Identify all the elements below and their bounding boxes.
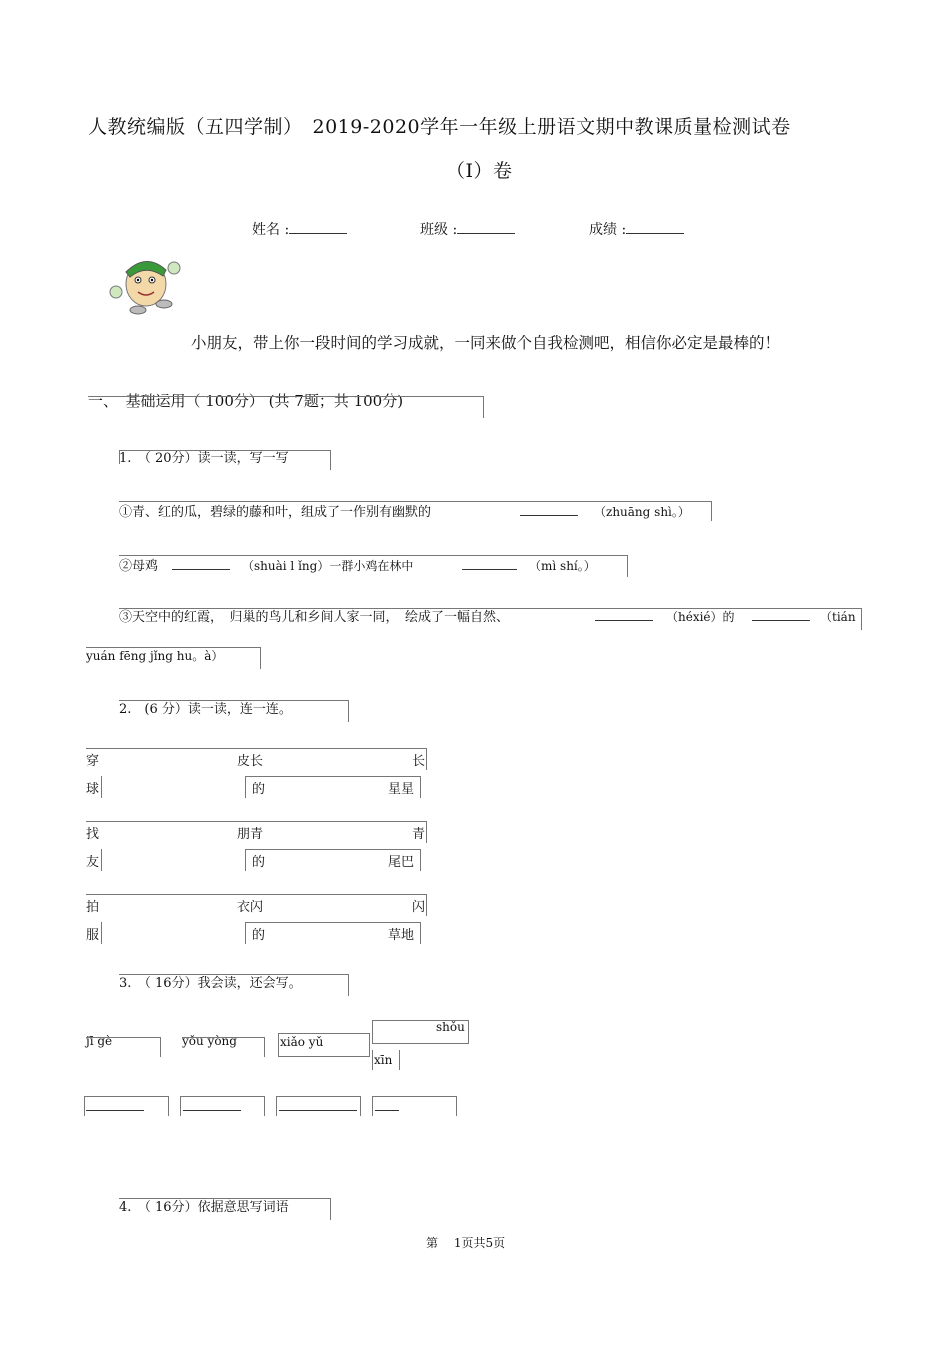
q1-item1	[119, 501, 431, 520]
match-mid-item[interactable]: 的	[252, 782, 266, 797]
name-field[interactable]	[252, 219, 347, 239]
q2-row-line	[245, 922, 420, 923]
q2-row-line	[86, 894, 426, 895]
q3-pinyin-1: jī gè	[86, 1034, 113, 1048]
q2-row-line	[245, 849, 246, 871]
q1-item3-cont-frame-right	[260, 647, 261, 669]
document-title-line2: （I）卷	[446, 160, 513, 182]
match-mid-item[interactable]: 的	[252, 855, 266, 870]
q3-answer-frame	[456, 1096, 457, 1116]
score-field[interactable]	[589, 219, 684, 239]
q3-answer-frame	[180, 1096, 264, 1097]
match-mid-item[interactable]: 的	[252, 928, 266, 943]
q3-answer-frame	[168, 1096, 169, 1116]
page-footer: 第 1页共5页	[426, 1236, 506, 1250]
q1-item3-cont-frame	[86, 647, 260, 648]
match-mid-item[interactable]: 皮长	[237, 754, 264, 769]
q3-answer-blank-1[interactable]	[86, 1098, 144, 1111]
section1-frame-top	[88, 396, 483, 397]
q1-item1-frame-right	[711, 501, 712, 521]
q1-item3-frame-right	[861, 608, 862, 630]
class-field[interactable]	[420, 219, 515, 239]
q3-answer-frame	[180, 1096, 181, 1116]
match-left-item[interactable]: 穿	[86, 754, 100, 769]
name-blank[interactable]	[289, 221, 347, 234]
q1-item3-blank2[interactable]	[752, 608, 810, 621]
q4-title: 4. （ 16分）依据意思写词语	[119, 1200, 289, 1215]
q1-title-frame-left	[119, 450, 120, 464]
match-left-item[interactable]: 服	[86, 928, 100, 943]
q1-item3-a: ③天空中的红霞， 归巢的鸟儿和乡间人家一同， 绘成了一幅自然、	[119, 610, 510, 625]
q1-item2-pinyin2: （mì shí。）	[529, 559, 596, 573]
q2-row-line	[101, 849, 102, 871]
score-blank[interactable]	[626, 221, 684, 234]
q3-answer-blank-3[interactable]	[279, 1098, 357, 1111]
q2-row-line	[245, 776, 246, 798]
q1-title: 1. （ 20分）读一读，写一写	[119, 451, 289, 466]
match-right-item[interactable]: 星星	[388, 782, 415, 797]
match-right-item[interactable]: 草地	[388, 928, 415, 943]
q2-row-line	[101, 776, 102, 798]
match-mid-item[interactable]: 朋青	[237, 827, 264, 842]
match-left-item[interactable]: 球	[86, 782, 100, 797]
q2-row-line	[86, 748, 426, 749]
match-left-item[interactable]: 找	[86, 827, 100, 842]
q1-item2-pinyin1: （shuài l ǐng）一群小鸡在林中	[242, 559, 414, 573]
match-left-item[interactable]: 拍	[86, 900, 100, 915]
q1-item2-frame-right	[627, 555, 628, 577]
q2-row-line	[101, 922, 102, 944]
document-title-line1: 人教统编版（五四学制） 2019-2020学年一年级上册语文期中教课质量检测试卷	[88, 116, 791, 138]
q2-row-line	[86, 821, 426, 822]
cartoon-boy-mascot-icon	[108, 250, 188, 318]
q3-answer-frame	[372, 1096, 373, 1116]
q1-item1-text: ①青、红的瓜，碧绿的藤和叶，组成了一作别有幽默的	[119, 505, 432, 520]
q3-answer-frame	[84, 1096, 85, 1116]
q3-pinyin-4: shǒu	[436, 1020, 465, 1034]
q3-title: 3. （ 16分）我会读，还会写。	[119, 976, 302, 991]
q1-item3-continuation: yuán fēng jǐng hu。à）	[86, 649, 224, 663]
q3-pinyin-3: xiǎo yǔ	[280, 1035, 324, 1049]
q3-box-frame	[264, 1037, 265, 1057]
q3-answer-frame	[276, 1096, 277, 1116]
q2-row-line	[426, 748, 427, 770]
q2-row-line	[420, 922, 421, 944]
q2-row-line	[420, 849, 421, 871]
q1-item2-a: ②母鸡	[119, 559, 159, 574]
name-label: 姓名 :	[252, 222, 290, 238]
q3-box-frame	[399, 1050, 400, 1070]
match-right-item[interactable]: 长	[412, 754, 426, 769]
q3-answer-blank-2[interactable]	[183, 1098, 241, 1111]
q3-box-frame	[160, 1037, 161, 1057]
q1-item1-frame	[119, 501, 711, 502]
q1-title-frame-right	[330, 450, 331, 470]
score-label: 成绩 :	[589, 222, 627, 238]
q1-title-frame	[119, 450, 330, 451]
q1-item1-blank[interactable]	[520, 503, 578, 516]
q3-pinyin-2: yǒu yòng	[182, 1034, 237, 1048]
q1-item3-pinyin2: （tián	[820, 610, 856, 624]
q3-box-frame	[278, 1033, 370, 1057]
section1-frame-right	[483, 396, 484, 418]
q3-box-frame	[86, 1037, 160, 1038]
q1-item1-pinyin: （zhuāng shì。）	[594, 505, 690, 519]
q2-title-frame-right	[348, 700, 349, 722]
q3-title-frame	[119, 974, 348, 975]
q2-row-line	[426, 821, 427, 843]
q1-item3-pinyin1: （héxié）的	[666, 610, 735, 624]
q2-title-frame	[119, 700, 348, 701]
q2-row-line	[245, 849, 420, 850]
match-mid-item[interactable]: 衣闪	[237, 900, 264, 915]
q4-title-frame-right	[330, 1198, 331, 1220]
q3-answer-frame	[84, 1096, 168, 1097]
q2-title: 2. (6 分）读一读，连一连。	[119, 702, 292, 717]
q1-item2-blank1[interactable]	[172, 557, 230, 570]
q4-title-frame	[119, 1198, 330, 1199]
match-right-item[interactable]: 闪	[412, 900, 426, 915]
q3-box-frame	[182, 1037, 264, 1038]
q3-pinyin-5: xīn	[374, 1053, 393, 1067]
class-blank[interactable]	[457, 221, 515, 234]
intro-text: 小朋友，带上你一段时间的学习成就，一同来做个自我检测吧，相信你必定是最棒的！	[191, 334, 781, 352]
q3-answer-frame	[360, 1096, 361, 1116]
match-right-item[interactable]: 尾巴	[388, 855, 415, 870]
q1-item3-frame	[119, 608, 861, 609]
q2-row-line	[245, 922, 246, 944]
match-right-item[interactable]: 青	[412, 827, 426, 842]
q2-row-line	[245, 776, 420, 777]
q1-item2-frame	[119, 555, 627, 556]
q2-row-line	[426, 894, 427, 916]
q3-title-frame-right	[348, 974, 349, 996]
class-label: 班级 :	[420, 222, 458, 238]
q3-box-frame	[372, 1020, 469, 1044]
q2-row-line	[420, 776, 421, 798]
q3-answer-blank-4[interactable]	[375, 1098, 399, 1111]
q1-item2-blank2[interactable]	[462, 557, 517, 570]
section1-heading: 一、 基础运用（ 100分） (共 7题；共 100分)	[88, 392, 404, 410]
match-left-item[interactable]: 友	[86, 855, 100, 870]
q1-item3-blank1[interactable]	[595, 608, 653, 621]
q3-answer-frame	[372, 1096, 456, 1097]
q3-box-frame	[372, 1050, 373, 1070]
q3-answer-frame	[276, 1096, 360, 1097]
q3-answer-frame	[264, 1096, 265, 1116]
